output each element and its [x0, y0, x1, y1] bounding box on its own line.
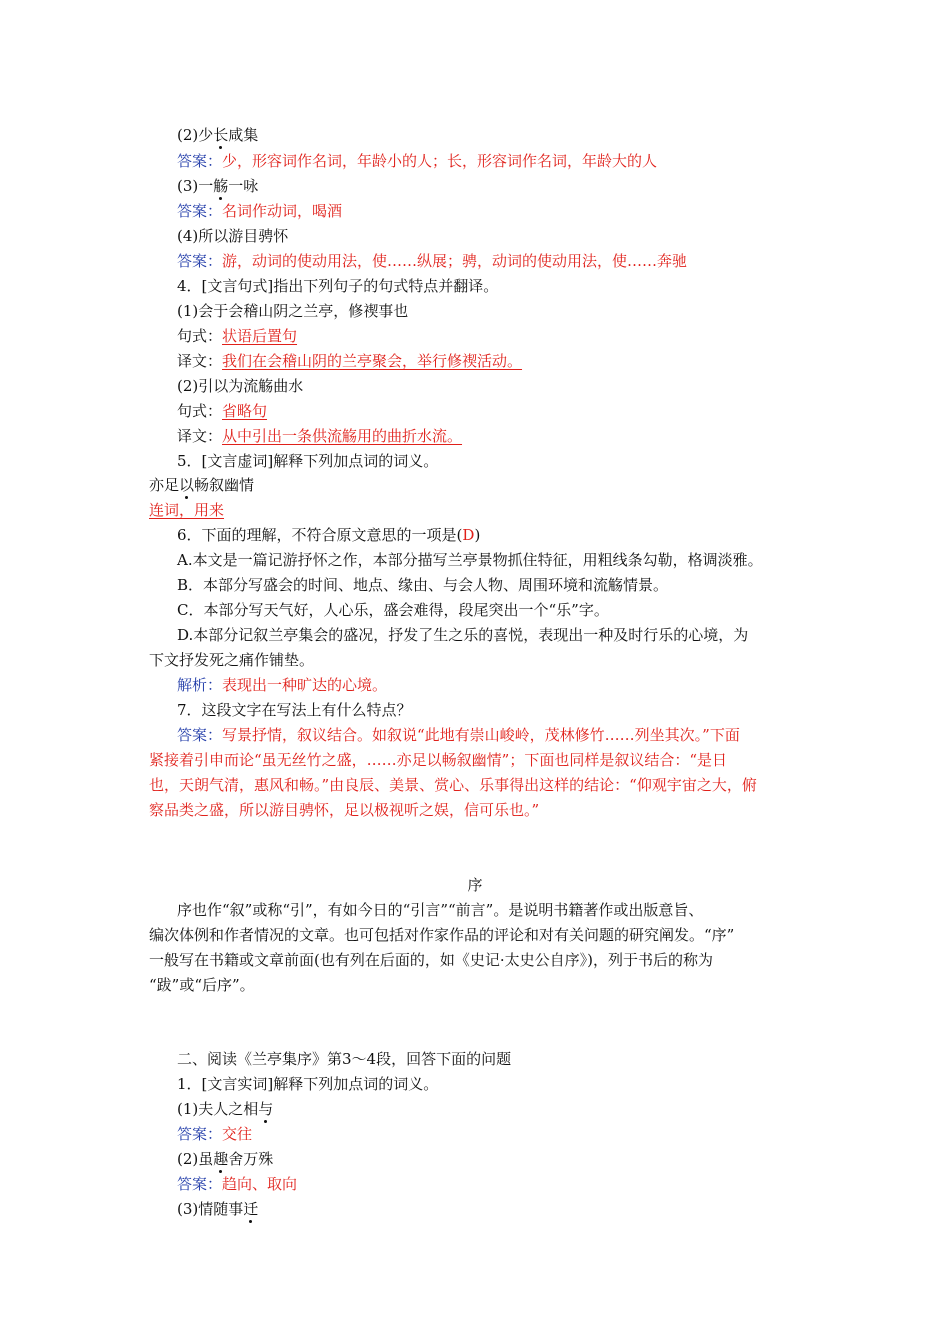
item-text: (1)夫人之相: [177, 1100, 259, 1118]
item-text: (3)一: [177, 177, 214, 195]
xu-line2: 编次体例和作者情况的文章。也可包括对作家作品的评论和对有关问题的研究阐发。“序”: [149, 926, 735, 944]
q6-heading: [177, 525, 480, 545]
q7-answer-line1: [177, 725, 740, 745]
translation-answer: 从中引出一条供流觞用的曲折水流。: [222, 427, 463, 445]
q6-option-d-line1: D.本部分记叙兰亭集会的盛况，抒发了生之乐的喜悦，表现出一种及时行乐的心境，为: [177, 626, 749, 644]
q5-heading: 5．[文言虚词]解释下列加点词的词义。: [177, 452, 439, 470]
q6-option-c: C．本部分写天气好，人心乐，盛会难得，段尾突出一个“乐”字。: [177, 601, 609, 619]
q3-item-3: [177, 176, 258, 196]
answer-label: 答案：: [177, 726, 223, 744]
answer-text: 少，形容词作名词，年龄小的人；长，形容词作名词，年龄大的人: [222, 152, 658, 170]
answer-letter: D: [462, 526, 475, 544]
answer-text: 写景抒情，叙议结合。如叙说“此地有崇山峻岭，茂林修竹……列坐其次。”下面: [222, 726, 740, 744]
part2-item-1: [177, 1099, 273, 1119]
answer-label: 答案：: [177, 1175, 223, 1193]
form-answer: 状语后置句: [222, 327, 298, 345]
q6-option-d-line2: 下文抒发死之痛作铺垫。: [149, 651, 315, 669]
heading-text: 6．下面的理解，不符合原文意思的一项是(: [177, 526, 463, 544]
answer-text: 趋向、取向: [222, 1175, 298, 1193]
item-text: (2)少: [177, 126, 214, 144]
answer-label: 答案：: [177, 252, 223, 270]
q4-s2-form: [177, 401, 267, 421]
form-label: 句式：: [177, 327, 223, 345]
part2-item-2: [177, 1149, 273, 1169]
q7-answer-line4: 察品类之盛，所以游目骋怀，足以极视听之娱，信可乐也。”: [149, 801, 540, 819]
item-text: 咸集: [228, 126, 259, 144]
translation-answer: 我们在会稽山阴的兰亭聚会，举行修禊活动。: [222, 352, 523, 370]
xu-line1: 序也作“叙”或称“引”，有如今日的“引言”“前言”。是说明书籍著作或出版意旨、: [177, 901, 704, 919]
xu-line4: “跋”或“后序”。: [149, 976, 255, 994]
q4-s2-translation: [177, 426, 462, 446]
q3-item-2: [177, 125, 258, 145]
sentence-text: 畅叙幽情: [194, 476, 255, 494]
q5-sentence: [149, 475, 254, 495]
item-text: 舍万殊: [228, 1150, 274, 1168]
emphasis-dot-char: 趣: [213, 1150, 229, 1168]
answer-text: 名词作动词，喝酒: [222, 202, 343, 220]
xu-line3: 一般写在书籍或文章前面(也有列在后面的，如《史记·太史公自序》)，列于书后的称为: [149, 951, 713, 969]
q4-sentence-2: (2)引以为流觞曲水: [177, 377, 304, 395]
answer-label: 答案：: [177, 202, 223, 220]
part2-item-3: [177, 1199, 258, 1219]
translation-label: 译文：: [177, 352, 223, 370]
xu-title: 序: [467, 876, 483, 894]
part2-item-2-answer: [177, 1174, 297, 1194]
emphasis-dot-char: 觞: [213, 177, 229, 195]
emphasis-dot-char: 迁: [243, 1200, 259, 1218]
q3-item-4: (4)所以游目骋怀: [177, 227, 289, 245]
q4-s1-form: [177, 326, 297, 346]
q4-sentence-1: (1)会于会稽山阴之兰亭，修禊事也: [177, 302, 409, 320]
answer-label: 答案：: [177, 1125, 223, 1143]
q4-s1-translation: [177, 351, 522, 371]
part2-item-1-answer: [177, 1124, 252, 1144]
part2-heading: 二、阅读《兰亭集序》第3～4段，回答下面的问题: [177, 1050, 512, 1068]
q5-answer: [149, 500, 224, 520]
q7-heading: 7．这段文字在写法上有什么特点？: [177, 701, 412, 719]
q7-answer-line2: 紧接着引申而论“虽无丝竹之盛，……亦足以畅叙幽情”；下面也同样是叙议结合：“是日: [149, 751, 728, 769]
sentence-text: 亦足: [149, 476, 180, 494]
emphasis-dot-char: 与: [258, 1100, 274, 1118]
analysis-label: 解析：: [177, 676, 223, 694]
part2-q1-heading: 1．[文言实词]解释下列加点词的词义。: [177, 1075, 439, 1093]
q6-option-b: B．本部分写盛会的时间、地点、缘由、与会人物、周围环境和流觞情景。: [177, 576, 669, 594]
form-answer: 省略句: [222, 402, 268, 420]
q4-heading: 4．[文言句式]指出下列句子的句式特点并翻译。: [177, 277, 499, 295]
heading-text: ): [474, 526, 481, 544]
answer-text: 连词，用来: [149, 501, 225, 519]
item-text: (3)情随事: [177, 1200, 244, 1218]
q3-item-4-answer: [177, 251, 687, 271]
translation-label: 译文：: [177, 427, 223, 445]
q7-answer-line3: 也，天朗气清，惠风和畅。”由良辰、美景、赏心、乐事得出这样的结论：“仰观宇宙之大，俯: [149, 776, 757, 794]
answer-label: 答案：: [177, 152, 223, 170]
answer-text: 游，动词的使动用法，使……纵展；骋，动词的使动用法，使……奔驰: [222, 252, 688, 270]
analysis-text: 表现出一种旷达的心境。: [222, 676, 388, 694]
emphasis-dot-char: 以: [179, 476, 195, 494]
q3-item-2-answer: [177, 151, 657, 171]
q3-item-3-answer: [177, 201, 342, 221]
item-text: 一咏: [228, 177, 259, 195]
answer-text: 交往: [222, 1125, 253, 1143]
emphasis-dot-char: 长: [213, 126, 229, 144]
q6-analysis: [177, 675, 387, 695]
form-label: 句式：: [177, 402, 223, 420]
q6-option-a: A.本文是一篇记游抒怀之作，本部分描写兰亭景物抓住特征，用粗线条勾勒，格调淡雅。: [177, 551, 763, 569]
item-text: (2)虽: [177, 1150, 214, 1168]
